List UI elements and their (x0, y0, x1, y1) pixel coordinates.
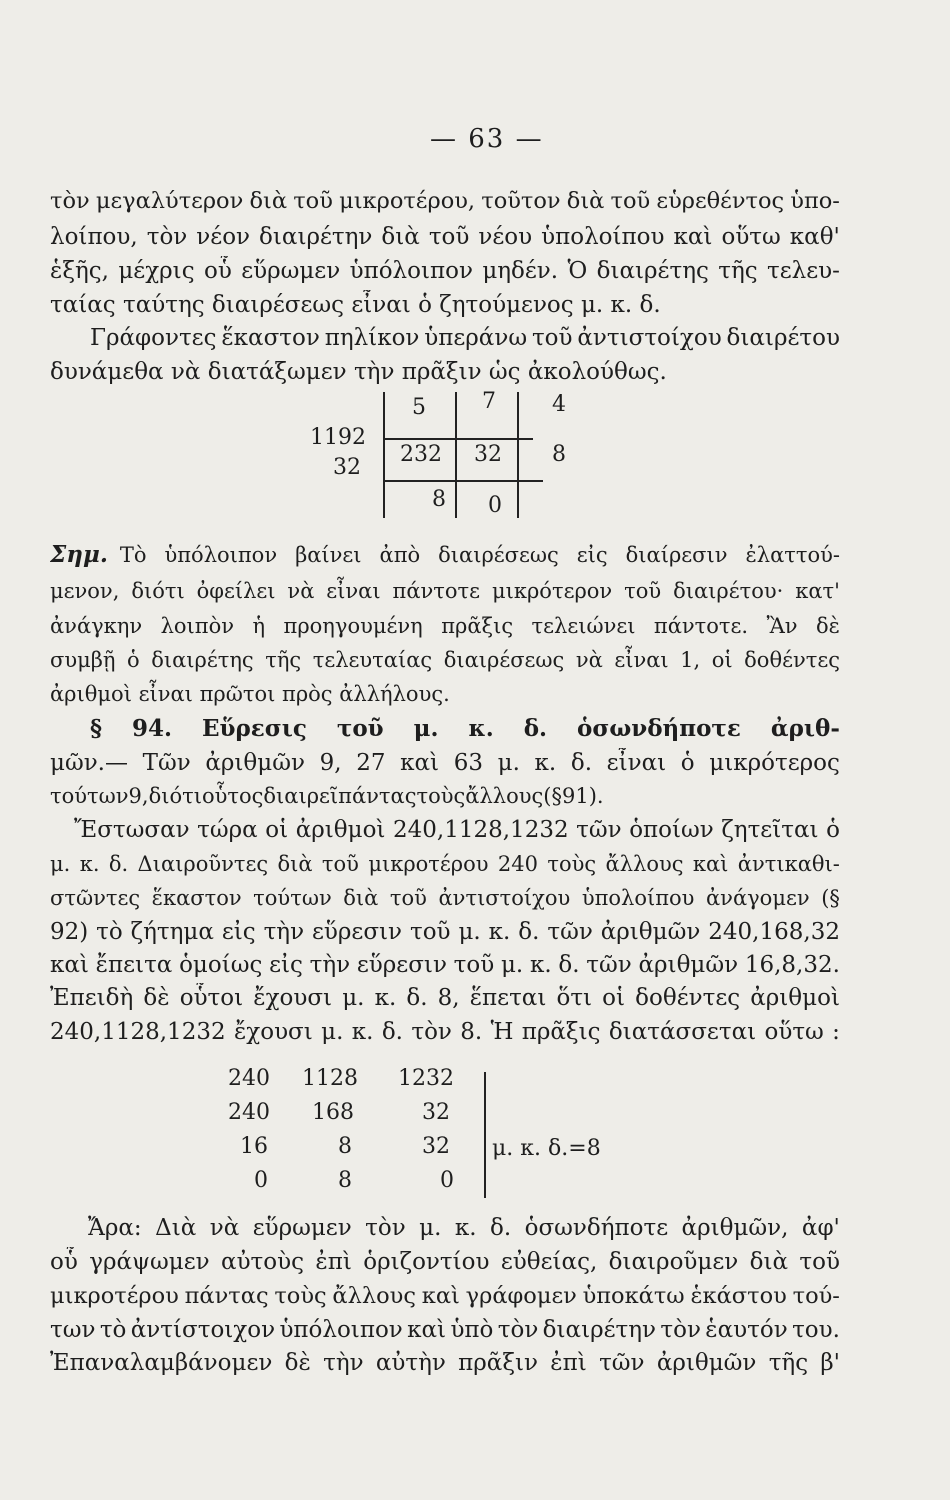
table-cell: 8 (338, 1168, 352, 1193)
dividend: 1192 (310, 425, 366, 450)
table-rule (383, 438, 533, 440)
text-line: μ. κ. δ. Διαιροῦντες διὰ τοῦ μικροτέρου 240 τοὺς ἄλλους καὶ ἀντικαθι- (50, 852, 840, 876)
quotient: 4 (552, 392, 566, 417)
gcd-result: μ. κ. δ.=8 (492, 1136, 601, 1161)
note-line: ἀνάγκην λοιπὸν ἡ προηγουμένη πρᾶξις τελειώνει πάντοτε. Ἂν δὲ (50, 614, 840, 638)
table-cell: 1232 (398, 1066, 454, 1091)
page-number: — 63 — (430, 124, 544, 154)
text-line: στῶντες ἕκαστον τούτων διὰ τοῦ ἀντιστοίχου ὑπολοίπου ἀνάγομεν (§ (50, 886, 840, 910)
table-cell: 1128 (302, 1066, 358, 1091)
text-line: ἑξῆς, μέχρις οὗ εὕρωμεν ὑπόλοιπον μηδέν. Ὁ διαιρέτης τῆς τελευ- (50, 258, 840, 284)
note-line: συμβῇ ὁ διαιρέτης τῆς τελευταίας διαιρέσεως νὰ εἶναι 1, οἱ δοθέντες (50, 648, 840, 672)
table-cell: 168 (312, 1100, 354, 1125)
note-line: μενον, διότι ὀφείλει νὰ εἶναι πάντοτε μικρότερον τοῦ διαιρέτου· κατ' (50, 579, 840, 603)
text-line: οὗ γράψωμεν αὐτοὺς ἐπὶ ὁριζοντίου εὐθείας, διαιροῦμεν διὰ τοῦ (50, 1249, 840, 1275)
text-line: μῶν.— Τῶν ἀριθμῶν 9, 27 καὶ 63 μ. κ. δ. εἶναι ὁ μικρότερος (50, 750, 840, 776)
text-line: Ἐπειδὴ δὲ οὗτοι ἔχουσι μ. κ. δ. 8, ἕπεται ὅτι οἱ δοθέντες ἀριθμοὶ (50, 985, 840, 1011)
text-line: δυνάμεθα νὰ διατάξωμεν τὴν πρᾶξιν ὡς ἀκολούθως. (50, 359, 667, 385)
table-rule (517, 392, 519, 518)
table-cell: 240 (228, 1066, 270, 1091)
table-brace (484, 1072, 486, 1198)
divisor: 232 (400, 442, 442, 467)
text-line: ταίας ταύτης διαιρέσεως εἶναι ὁ ζητούμενος μ. κ. δ. (50, 292, 661, 318)
table-cell: 240 (228, 1100, 270, 1125)
text-line: Ἔστωσαν τώρα οἱ ἀριθμοὶ 240,1128,1232 τῶν ὁποίων ζητεῖται ὁ (74, 817, 840, 843)
table-cell: 32 (422, 1100, 450, 1125)
quotient: 7 (482, 389, 496, 414)
text-line: τούτων 9, διότι οὗτος διαιρεῖ πάντας τοὺς ἄλλους (§ 91). (50, 784, 604, 808)
note-text: Τὸ ὑπόλοιπον βαίνει ἀπὸ διαιρέσεως εἰς διαίρεσιν ἐλαττού- (119, 543, 840, 567)
text-line: 240,1128,1232 ἔχουσι μ. κ. δ. τὸν 8. Ἡ πρᾶξις διατάσσεται οὕτω : (50, 1019, 840, 1045)
table-cell: 0 (440, 1168, 454, 1193)
text-line: Ἐπαναλαμβάνομεν δὲ τὴν αὐτὴν πρᾶξιν ἐπὶ τῶν ἀριθμῶν τῆς β' (50, 1350, 840, 1376)
text-line: λοίπου, τὸν νέον διαιρέτην διὰ τοῦ νέου ὑπολοίπου καὶ οὕτω καθ' (50, 224, 840, 250)
section-heading: § 94. Εὕρεσις τοῦ μ. κ. δ. ὁσωνδήποτε ἀριθ- (90, 715, 840, 742)
text-line: Ἄρα: Διὰ νὰ εὕρωμεν τὸν μ. κ. δ. ὁσωνδήποτε ἀριθμῶν, ἀφ' (88, 1215, 840, 1241)
table-cell: 0 (254, 1168, 268, 1193)
table-rule (383, 480, 543, 482)
text-line: Γράφοντες ἕκαστον πηλίκον ὑπεράνω τοῦ ἀντιστοίχου διαιρέτου (90, 325, 840, 351)
table-rule (455, 392, 457, 518)
text-line: των τὸ ἀντίστοιχον ὑπόλοιπον καὶ ὑπὸ τὸν διαιρέτην τὸν ἑαυτόν του. (50, 1317, 840, 1343)
text-line: καὶ ἔπειτα ὁμοίως εἰς τὴν εὕρεσιν τοῦ μ. κ. δ. τῶν ἀριθμῶν 16,8,32. (50, 952, 840, 978)
note-line (50, 540, 840, 570)
divisor: 8 (552, 442, 566, 467)
table-cell: 16 (240, 1134, 268, 1159)
text-line: μικροτέρου πάντας τοὺς ἄλλους καὶ γράφομεν ὑποκάτω ἑκάστου τού- (50, 1283, 840, 1309)
note-line: ἀριθμοὶ εἶναι πρῶτοι πρὸς ἀλλήλους. (50, 682, 450, 706)
quotient: 5 (412, 395, 426, 420)
divisor: 32 (474, 442, 502, 467)
remainder: 0 (488, 493, 502, 518)
text-line: τὸν μεγαλύτερον διὰ τοῦ μικροτέρου, τοῦτον διὰ τοῦ εὑρεθέντος ὑπο- (50, 188, 840, 214)
remainder: 8 (432, 487, 446, 512)
table-rule (383, 392, 385, 518)
note-label: Σημ. (50, 541, 108, 568)
table-cell: 32 (422, 1134, 450, 1159)
text-line: 92) τὸ ζήτημα εἰς τὴν εὕρεσιν τοῦ μ. κ. δ. τῶν ἀριθμῶν 240,168,32 (50, 919, 840, 945)
table-cell: 8 (338, 1134, 352, 1159)
divisor: 32 (333, 455, 361, 480)
